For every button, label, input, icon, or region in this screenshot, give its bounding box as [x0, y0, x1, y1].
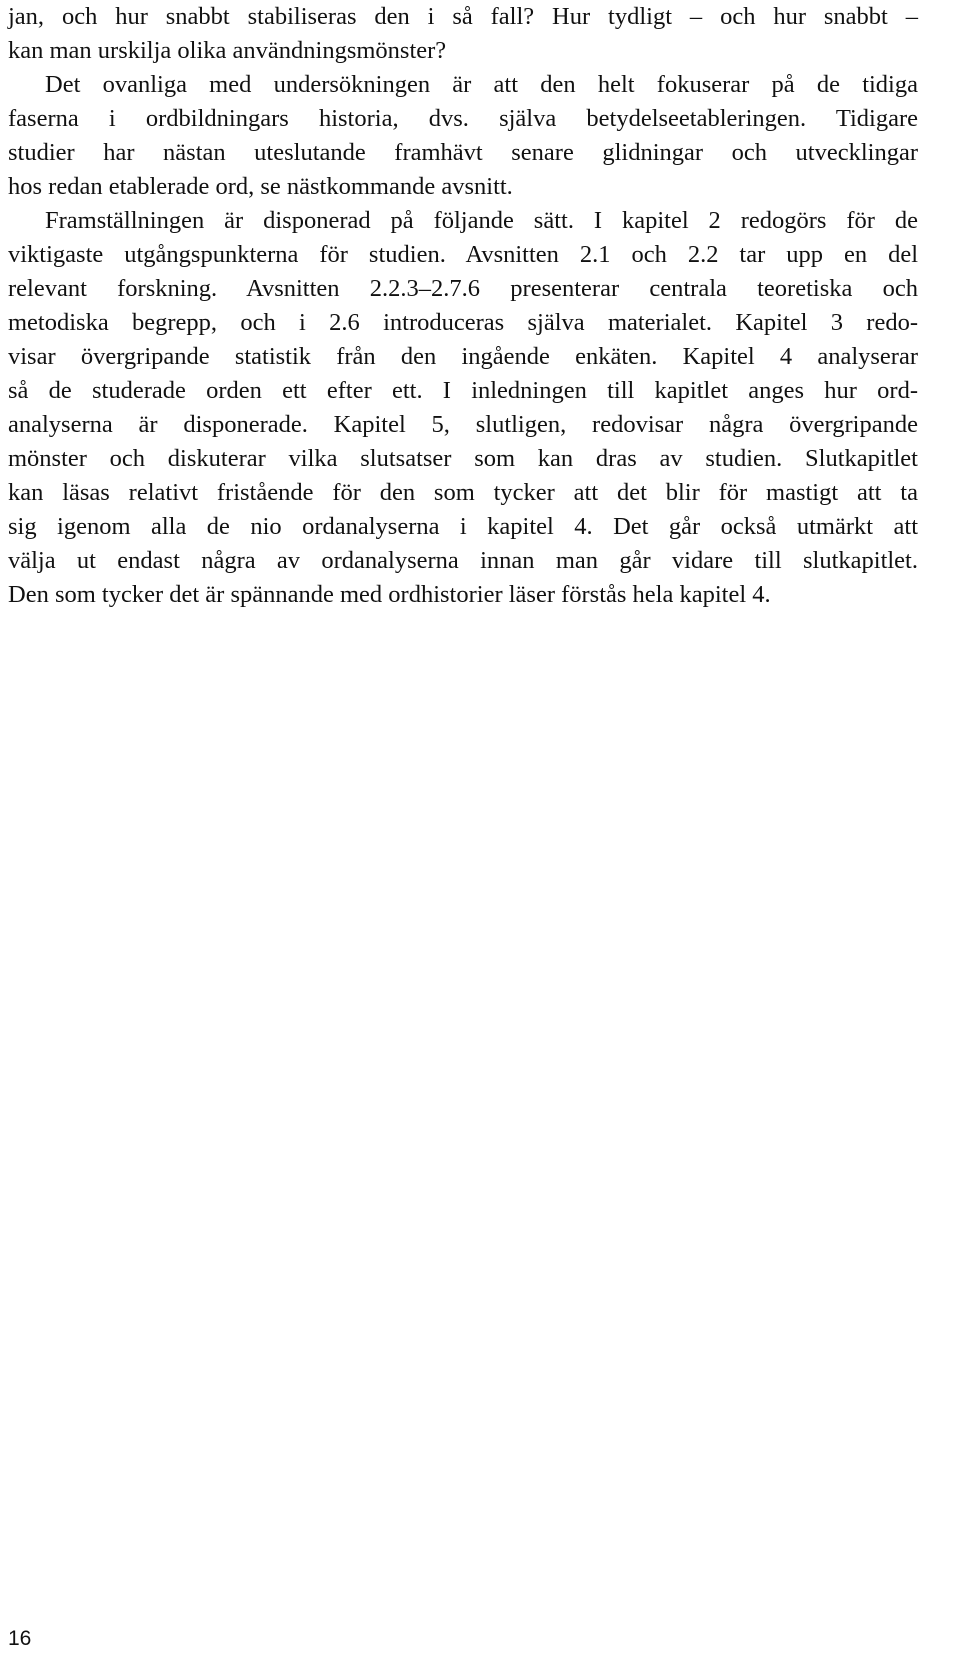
text-line: Det ovanliga med undersökningen är att den helt fokuserar på de tidiga [45, 71, 918, 98]
text-line: visar övergripande statistik från den ingående enkäten. Kapitel 4 analyserar [8, 343, 918, 370]
text-line: välja ut endast några av ordanalyserna innan man går vidare till slutkapitlet. [8, 547, 918, 574]
paragraph-research-questions [8, 0, 918, 68]
paragraph-disposition [8, 204, 918, 612]
text-line: studier har nästan uteslutande framhävt senare glidningar och utvecklingar [8, 139, 918, 166]
text-line: analyserna är disponerade. Kapitel 5, slutligen, redovisar några övergripande [8, 411, 918, 438]
text-line: hos redan etablerade ord, se nästkommande avsnitt. [8, 173, 513, 200]
text-line: kan läsas relativt fristående för den som tycker att det blir för mastigt att ta [8, 479, 918, 506]
paragraph-study-focus [8, 68, 918, 204]
text-line: jan, och hur snabbt stabiliseras den i så fall? Hur tydligt – och hur snabbt – [8, 3, 918, 30]
text-line: sig igenom alla de nio ordanalyserna i kapitel 4. Det går också utmärkt att [8, 513, 918, 540]
text-line: viktigaste utgångspunkterna för studien. Avsnitten 2.1 och 2.2 tar upp en del [8, 241, 918, 268]
text-line: relevant forskning. Avsnitten 2.2.3–2.7.6 presenterar centrala teoretiska och [8, 275, 918, 302]
text-line: faserna i ordbildningars historia, dvs. själva betydelseetableringen. Tidigare [8, 105, 918, 132]
text-line: så de studerade orden ett efter ett. I inledningen till kapitlet anges hur ord- [8, 377, 918, 404]
text-line: mönster och diskuterar vilka slutsatser som kan dras av studien. Slutkapitlet [8, 445, 918, 472]
text-line: Den som tycker det är spännande med ordhistorier läser förstås hela kapitel 4. [8, 581, 771, 608]
text-line: Framställningen är disponerad på följande sätt. I kapitel 2 redogörs för de [45, 207, 918, 234]
text-line: kan man urskilja olika användningsmönster? [8, 37, 447, 64]
document-page [8, 0, 918, 612]
page-number: 16 [8, 1627, 32, 1650]
text-line: metodiska begrepp, och i 2.6 introduceras själva materialet. Kapitel 3 redo- [8, 309, 918, 336]
